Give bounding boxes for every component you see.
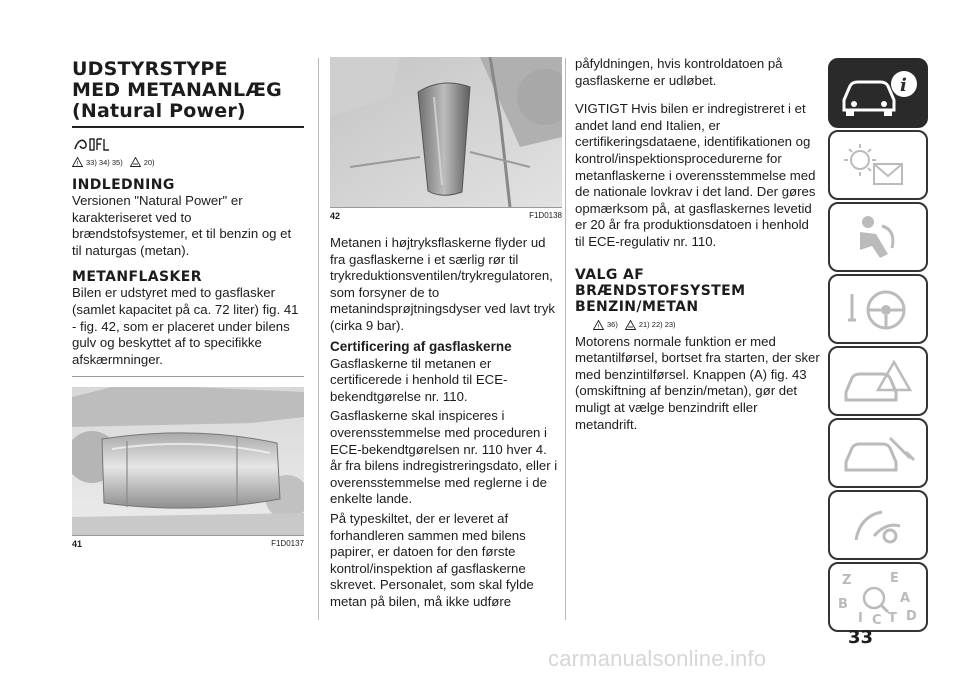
column-1 <box>72 0 304 549</box>
caution-icon <box>130 157 141 167</box>
figure-41-caption <box>72 536 304 549</box>
pressure-paragraph: Metanen i højtryksflaskerne flyder ud fra gasflaskerne i et særlig rør til trykreduktionsventilen/trykregulatoren, som forsyner de to metanindsprøjtningsdyser ved lavt tryk (cirka 9 bar). <box>330 235 556 333</box>
column-3 <box>575 0 820 433</box>
warning-refs-text: 33) 34) 35) <box>86 157 123 167</box>
car-info-icon <box>830 60 926 126</box>
tab-car-info[interactable] <box>828 58 928 128</box>
maintenance-icon <box>830 420 926 486</box>
title-line-2: MED METANANLÆG <box>72 79 282 101</box>
heading-line-1: VALG AF <box>575 266 645 283</box>
caution-refs-text: 21) 22) 23) <box>638 320 676 330</box>
svg-text:D: D <box>906 609 917 624</box>
tanks-paragraph: Bilen er udstyret med to gasflasker (samlet kapacitet på ca. 72 liter) fig. 41 - fig. 42, som er placeret under bilens gulv og beskyttet af to specifikke afskærmninger. <box>72 285 299 367</box>
warning-icon <box>72 157 83 167</box>
tab-specs[interactable] <box>828 490 928 560</box>
index-icon <box>830 564 926 630</box>
figure-number: 42 <box>330 211 341 221</box>
warning-refs <box>593 319 820 331</box>
nameplate-paragraph: På typeskiltet, der er leveret af forhandleren sammen med bilens papirer, er datoen for den første kontrol/inspektion af gasflaskerne skrevet. Personalet, som skal fylde metan på bilen, må ikke udføre <box>330 510 534 609</box>
certification-paragraph: Gasflaskerne til metanen er certificerede i henhold til ECE-bekendtgørelse nr. 110. <box>330 355 508 404</box>
heading-line-2: BRÆNDSTOFSYSTEM <box>575 282 746 299</box>
svg-text:C: C <box>872 613 882 628</box>
refuel-paragraph: påfyldningen, hvis kontroldatoen på gasflaskerne er udløbet. <box>575 56 783 88</box>
heading-introduction: INDLEDNING <box>72 177 175 193</box>
page-title <box>72 59 304 122</box>
inspection-paragraph: Gasflaskerne skal inspiceres i overensstemmelse med proceduren i ECE-bekendtgørelsen nr. 110 hver 4. år fra bilens indregistreringsdato, eller i overensstemmelse med reglerne i de enkelte lande. <box>330 408 558 507</box>
column-2 <box>330 0 562 610</box>
warning-refs <box>72 156 304 168</box>
methane-icon <box>72 136 304 152</box>
svg-text:Z: Z <box>842 573 852 588</box>
selection-paragraph: Motorens normale funktion er med metantilførsel, bortset fra starten, der sker med benzintilførsel. Knappen (A) fig. 43 (omskiftning af benzin/metan), gør det muligt at vælge benzindrift eller metandrift. <box>575 333 820 432</box>
heading-line-3: BENZIN/METAN <box>575 298 699 315</box>
watermark: carmanualsonline.info <box>548 646 767 671</box>
warning-icon <box>593 320 604 330</box>
svg-text:I: I <box>858 611 863 626</box>
warning-lights-icon <box>830 132 926 198</box>
heading-fuel-system <box>575 267 820 315</box>
page-number: 33 <box>848 627 874 648</box>
title-line-3: (Natural Power) <box>72 100 246 122</box>
figure-41-image <box>72 387 304 535</box>
svg-text:!: ! <box>597 323 600 330</box>
column-divider <box>565 58 566 620</box>
tab-driving[interactable] <box>828 274 928 344</box>
tab-maintenance[interactable] <box>828 418 928 488</box>
column-divider <box>318 58 319 620</box>
figure-code: F1D0137 <box>271 539 304 549</box>
figure-42-image <box>330 57 562 208</box>
specs-icon <box>830 492 926 558</box>
important-paragraph: VIGTIGT Hvis bilen er indregistreret i et andet land end Italien, er certifikeringsdataene, identifikationen og kontrol/inspektionsprocedurerne for metanflaskerne i overensstemmelse med de nationale lovkrav i det land. Der gøres opmærksom på, at gasflaskernes levetid er 20 år fra produktionsdatoen i henhold til ECE-regulativ nr. 110. <box>575 101 816 249</box>
svg-text:E: E <box>890 571 899 586</box>
tab-safety[interactable] <box>828 202 928 272</box>
svg-text:T: T <box>888 611 897 626</box>
emergency-icon <box>830 348 926 414</box>
intro-paragraph: Versionen "Natural Power" er karakteriseret ved to brændstofsystemer, et til benzin og et til naturgas (metan). <box>72 193 292 258</box>
warning-refs-text: 36) <box>607 320 618 330</box>
heading-certification: Certificering af gasflaskerne <box>330 338 512 354</box>
tab-warning-lights[interactable] <box>828 130 928 200</box>
title-line-1: UDSTYRSTYPE <box>72 58 228 80</box>
figure-42-caption <box>330 208 562 221</box>
caution-refs-text: 20) <box>143 157 155 167</box>
caution-icon <box>625 320 636 330</box>
airbag-safety-icon <box>830 204 926 270</box>
svg-text:!: ! <box>76 161 79 167</box>
figure-code: F1D0138 <box>529 211 562 220</box>
tab-emergency[interactable] <box>828 346 928 416</box>
figure-number: 41 <box>72 539 83 550</box>
tab-index[interactable] <box>828 562 928 632</box>
heading-methane-tanks: METANFLASKER <box>72 269 202 286</box>
svg-text:i: i <box>900 75 907 96</box>
svg-text:A: A <box>900 591 911 606</box>
steering-wheel-icon <box>830 276 926 342</box>
svg-text:B: B <box>838 597 848 612</box>
